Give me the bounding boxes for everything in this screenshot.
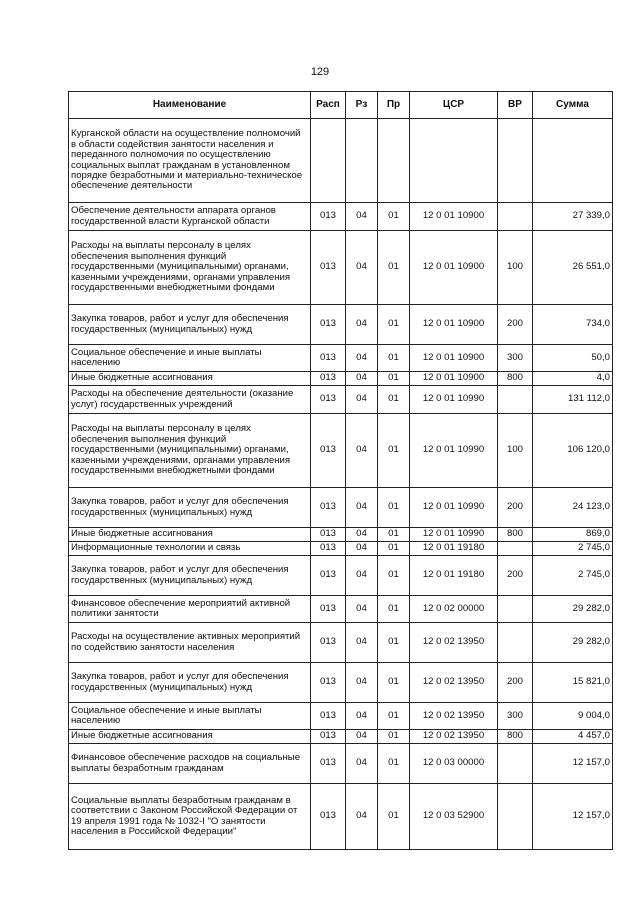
- cell-rz: 04: [346, 623, 378, 663]
- table-row: [69, 663, 613, 703]
- cell-vr: 300: [498, 345, 533, 372]
- cell-pr: 01: [378, 305, 410, 345]
- cell-sum: 12 157,0: [533, 744, 613, 784]
- cell-csr: 12 0 01 19180: [410, 542, 498, 556]
- cell-name: Социальные выплаты безработным гражданам в соответствии с Законом Российской Федерации от 19 апреля 1991 года № 1032-I "О занятости населения в Российской Федерации": [69, 784, 311, 850]
- cell-name: Курганской области на осуществление полномочий в области содействия занятости населения и переданного полномочия по осуществлению социальных выплат гражданам в установленном порядке безработными и материально-техническое обеспечение деятельности: [69, 119, 311, 203]
- cell-rz: 04: [346, 703, 378, 730]
- cell-csr: 12 0 01 10900: [410, 345, 498, 372]
- cell-vr: 800: [498, 372, 533, 386]
- cell-csr: 12 0 02 13950: [410, 663, 498, 703]
- table-body: [69, 119, 613, 850]
- table-row: [69, 119, 613, 203]
- cell-rasp: 013: [311, 744, 346, 784]
- cell-sum: 26 551,0: [533, 231, 613, 305]
- table-row: [69, 703, 613, 730]
- table-row: [69, 305, 613, 345]
- cell-rasp: 013: [311, 596, 346, 623]
- cell-name: Расходы на осуществление активных мероприятий по содействию занятости населения: [69, 623, 311, 663]
- table-row: [69, 784, 613, 850]
- cell-sum: 15 821,0: [533, 663, 613, 703]
- cell-name: Обеспечение деятельности аппарата органов государственной власти Курганской области: [69, 203, 311, 231]
- cell-rasp: [311, 119, 346, 203]
- table-row: [69, 203, 613, 231]
- cell-pr: 01: [378, 203, 410, 231]
- header-sum: Сумма: [533, 92, 613, 119]
- cell-rasp: 013: [311, 386, 346, 414]
- cell-rz: 04: [346, 345, 378, 372]
- cell-name: Расходы на обеспечение деятельности (оказание услуг) государственных учреждений: [69, 386, 311, 414]
- cell-rz: 04: [346, 203, 378, 231]
- cell-vr: [498, 596, 533, 623]
- table-row: [69, 730, 613, 744]
- cell-rasp: 013: [311, 528, 346, 542]
- cell-rz: 04: [346, 528, 378, 542]
- cell-pr: 01: [378, 703, 410, 730]
- cell-vr: 200: [498, 663, 533, 703]
- cell-pr: 01: [378, 414, 410, 488]
- cell-rasp: 013: [311, 305, 346, 345]
- cell-name: Иные бюджетные ассигнования: [69, 730, 311, 744]
- cell-name: Информационные технологии и связь: [69, 542, 311, 556]
- cell-csr: 12 0 02 13950: [410, 703, 498, 730]
- header-csr: ЦСР: [410, 92, 498, 119]
- cell-csr: 12 0 02 00000: [410, 596, 498, 623]
- table-row: [69, 744, 613, 784]
- cell-rz: 04: [346, 556, 378, 596]
- cell-pr: 01: [378, 623, 410, 663]
- cell-rasp: 013: [311, 488, 346, 528]
- cell-csr: 12 0 03 00000: [410, 744, 498, 784]
- cell-rasp: 013: [311, 623, 346, 663]
- header-pr: Пр: [378, 92, 410, 119]
- cell-vr: 200: [498, 488, 533, 528]
- budget-table: [68, 91, 613, 850]
- header-vr: ВР: [498, 92, 533, 119]
- cell-csr: 12 0 01 10990: [410, 386, 498, 414]
- cell-vr: 800: [498, 528, 533, 542]
- cell-rz: 04: [346, 488, 378, 528]
- cell-rasp: 013: [311, 414, 346, 488]
- cell-name: Социальное обеспечение и иные выплаты населению: [69, 703, 311, 730]
- cell-csr: 12 0 01 10900: [410, 203, 498, 231]
- header-name: Наименование: [69, 92, 311, 119]
- cell-vr: [498, 542, 533, 556]
- cell-rz: 04: [346, 663, 378, 703]
- header-rz: Рз: [346, 92, 378, 119]
- cell-csr: [410, 119, 498, 203]
- cell-name: Социальное обеспечение и иные выплаты населению: [69, 345, 311, 372]
- cell-name: Расходы на выплаты персоналу в целях обеспечения выполнения функций государственными (муниципальными) органами, казенными учреждениями, органами управления государственными внебюджетными фондами: [69, 231, 311, 305]
- cell-pr: 01: [378, 730, 410, 744]
- cell-name: Закупка товаров, работ и услуг для обеспечения государственных (муниципальных) нужд: [69, 556, 311, 596]
- cell-rasp: 013: [311, 730, 346, 744]
- cell-csr: 12 0 01 10900: [410, 305, 498, 345]
- table-row: [69, 542, 613, 556]
- cell-sum: 29 282,0: [533, 596, 613, 623]
- cell-pr: 01: [378, 528, 410, 542]
- cell-sum: 9 004,0: [533, 703, 613, 730]
- cell-pr: 01: [378, 744, 410, 784]
- cell-vr: 200: [498, 305, 533, 345]
- cell-vr: [498, 119, 533, 203]
- table-row: [69, 386, 613, 414]
- cell-name: Иные бюджетные ассигнования: [69, 372, 311, 386]
- cell-vr: [498, 203, 533, 231]
- cell-vr: [498, 784, 533, 850]
- cell-sum: 2 745,0: [533, 542, 613, 556]
- cell-rz: 04: [346, 386, 378, 414]
- cell-rz: 04: [346, 730, 378, 744]
- cell-csr: 12 0 01 10900: [410, 372, 498, 386]
- table-row: [69, 556, 613, 596]
- cell-rz: 04: [346, 414, 378, 488]
- cell-rasp: 013: [311, 372, 346, 386]
- cell-pr: 01: [378, 345, 410, 372]
- cell-sum: 29 282,0: [533, 623, 613, 663]
- table-row: [69, 596, 613, 623]
- cell-pr: 01: [378, 386, 410, 414]
- cell-csr: 12 0 01 10990: [410, 414, 498, 488]
- cell-pr: 01: [378, 542, 410, 556]
- cell-rasp: 013: [311, 542, 346, 556]
- cell-name: Закупка товаров, работ и услуг для обеспечения государственных (муниципальных) нужд: [69, 305, 311, 345]
- cell-rz: [346, 119, 378, 203]
- cell-vr: [498, 623, 533, 663]
- cell-sum: 24 123,0: [533, 488, 613, 528]
- cell-rasp: 013: [311, 556, 346, 596]
- cell-vr: [498, 386, 533, 414]
- cell-sum: 2 745,0: [533, 556, 613, 596]
- cell-sum: 27 339,0: [533, 203, 613, 231]
- cell-name: Иные бюджетные ассигнования: [69, 528, 311, 542]
- cell-csr: 12 0 01 19180: [410, 556, 498, 596]
- cell-name: Закупка товаров, работ и услуг для обеспечения государственных (муниципальных) нужд: [69, 663, 311, 703]
- cell-rasp: 013: [311, 663, 346, 703]
- table-row: [69, 414, 613, 488]
- cell-rasp: 013: [311, 345, 346, 372]
- cell-name: Закупка товаров, работ и услуг для обеспечения государственных (муниципальных) нужд: [69, 488, 311, 528]
- cell-rasp: 013: [311, 203, 346, 231]
- header-rasp: Расп: [311, 92, 346, 119]
- cell-csr: 12 0 02 13950: [410, 623, 498, 663]
- cell-name: Финансовое обеспечение расходов на социальные выплаты безработным гражданам: [69, 744, 311, 784]
- cell-sum: 4,0: [533, 372, 613, 386]
- cell-rz: 04: [346, 305, 378, 345]
- cell-csr: 12 0 03 52900: [410, 784, 498, 850]
- cell-sum: 734,0: [533, 305, 613, 345]
- cell-csr: 12 0 02 13950: [410, 730, 498, 744]
- cell-vr: 100: [498, 414, 533, 488]
- cell-csr: 12 0 01 10990: [410, 528, 498, 542]
- cell-pr: 01: [378, 556, 410, 596]
- cell-rasp: 013: [311, 784, 346, 850]
- cell-vr: 100: [498, 231, 533, 305]
- header-row: [69, 92, 613, 119]
- table-row: [69, 372, 613, 386]
- cell-sum: 12 157,0: [533, 784, 613, 850]
- cell-sum: 4 457,0: [533, 730, 613, 744]
- cell-pr: 01: [378, 372, 410, 386]
- cell-rasp: 013: [311, 231, 346, 305]
- cell-sum: 50,0: [533, 345, 613, 372]
- cell-pr: 01: [378, 231, 410, 305]
- page-number: 129: [310, 66, 330, 78]
- cell-rz: 04: [346, 231, 378, 305]
- table-row: [69, 623, 613, 663]
- table-row: [69, 345, 613, 372]
- cell-rz: 04: [346, 744, 378, 784]
- cell-csr: 12 0 01 10990: [410, 488, 498, 528]
- cell-rz: 04: [346, 596, 378, 623]
- cell-pr: 01: [378, 488, 410, 528]
- cell-rz: 04: [346, 542, 378, 556]
- cell-sum: 106 120,0: [533, 414, 613, 488]
- table-row: [69, 231, 613, 305]
- cell-name: Финансовое обеспечение мероприятий активной политики занятости: [69, 596, 311, 623]
- cell-name: Расходы на выплаты персоналу в целях обеспечения выполнения функций государственными (муниципальными) органами, казенными учреждениями, органами управления государственными внебюджетными фондами: [69, 414, 311, 488]
- cell-pr: 01: [378, 663, 410, 703]
- cell-csr: 12 0 01 10900: [410, 231, 498, 305]
- cell-sum: [533, 119, 613, 203]
- cell-pr: 01: [378, 784, 410, 850]
- table-row: [69, 528, 613, 542]
- table-row: [69, 488, 613, 528]
- cell-rasp: 013: [311, 703, 346, 730]
- cell-rz: 04: [346, 784, 378, 850]
- cell-vr: [498, 744, 533, 784]
- cell-vr: 300: [498, 703, 533, 730]
- cell-pr: [378, 119, 410, 203]
- cell-rz: 04: [346, 372, 378, 386]
- cell-pr: 01: [378, 596, 410, 623]
- cell-vr: 200: [498, 556, 533, 596]
- cell-vr: 800: [498, 730, 533, 744]
- cell-sum: 131 112,0: [533, 386, 613, 414]
- cell-sum: 869,0: [533, 528, 613, 542]
